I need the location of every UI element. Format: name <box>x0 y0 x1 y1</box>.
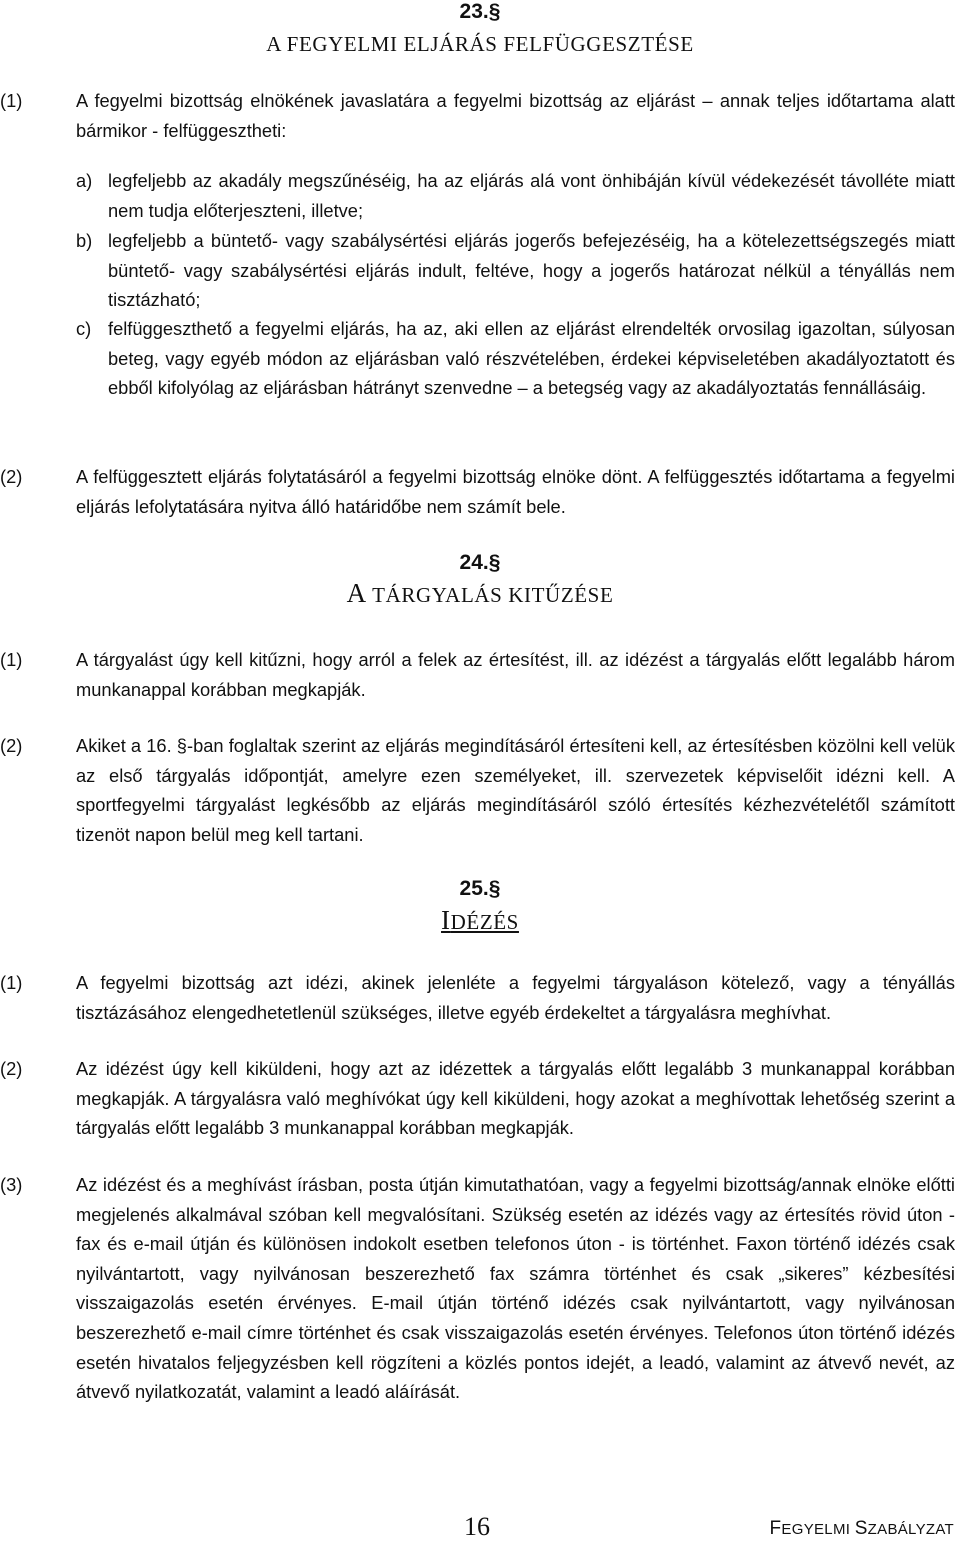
section-number: 24.§ <box>459 551 501 574</box>
list-item <box>76 166 955 226</box>
paragraph-text: Az idézést úgy kell kiküldeni, hogy azt az idézettek a tárgyalás előtt legalább 3 munkanappal korábban megkapják. A tárgyalásra való meghívókat úgy kell kiküldeni, hogy azokat a meghívottak lehetőség szerint a tárgyalás előtt legalább 3 munkanappal korábban megkapják. <box>76 1058 955 1139</box>
paragraph-number: (1) <box>0 972 23 993</box>
running-footer-title: FEGYELMI SZABÁLYZAT <box>769 1518 954 1539</box>
paragraph-text: A felfüggesztett eljárás folytatásáról a fegyelmi bizottság elnöke dönt. A felfüggesztés időtartama a fegyelmi eljárás lefolytatására nyitva álló határidőbe nem számít bele. <box>76 466 955 517</box>
paragraph <box>0 968 960 1028</box>
item-letter: a) <box>76 170 93 191</box>
paragraph <box>0 731 960 851</box>
page-number: 16 <box>464 1512 490 1541</box>
paragraph-text: A tárgyalást úgy kell kitűzni, hogy arról a felek az értesítést, ill. az idézést a tárgyalás előtt legalább három munkanappal korábban megkapják. <box>76 649 955 700</box>
item-text: legfeljebb az akadály megszűnéséig, ha az eljárás alá vont önhibáján kívül védekezését távolléte miatt nem tudja előterjeszteni, illetve; <box>108 170 955 221</box>
section-number: 25.§ <box>459 877 501 900</box>
paragraph-text: A fegyelmi bizottság azt idézi, akinek jelenléte a fegyelmi tárgyaláson kötelező, vagy a tényállás tisztázásához elengedhetetlenül szükséges, illetve egyéb érdekeltet a tárgyalásra meghívhat. <box>76 972 955 1023</box>
paragraph-number: (2) <box>0 466 23 487</box>
section-symbol: § <box>488 0 501 23</box>
paragraph-number: (3) <box>0 1174 23 1195</box>
paragraph <box>0 462 960 522</box>
paragraph <box>0 645 960 705</box>
paragraph-number: (2) <box>0 735 23 756</box>
paragraph-text: A fegyelmi bizottság elnökének javaslatára a fegyelmi bizottság az eljárást – annak teljes időtartama alatt bármikor - felfüggesztheti: <box>76 90 955 141</box>
item-text: legfeljebb a büntető- vagy szabálysértési eljárás jogerős befejezéséig, ha a kötelezettségszegés miatt büntető- vagy szabálysértési eljárás indult, feltéve, hogy a jogerős határozat nélkül a tényállás nem tisztázható; <box>108 230 955 311</box>
item-letter: b) <box>76 230 93 251</box>
section-title: IDÉZÉS <box>441 905 519 935</box>
paragraph <box>0 1170 960 1440</box>
paragraph-number: (1) <box>0 649 23 670</box>
paragraph-text: Az idézést és a meghívást írásban, posta útján kimutathatóan, vagy a fegyelmi bizottság/annak elnöke előtti megjelenés alkalmával szóban kell megvalósítani. Szükség esetén az idézés vagy az értesítés rövid úton - fax és e-mail útján és különösen indokolt esetben telefonos úton - is történhet. Faxon történő idézés csak nyilvántartott, vagy nyilvánosan beszerezhető fax számra történhet és csak „sikeres” kézbesítési visszaigazolás esetén érvényes. E-mail útján történő idézés csak nyilvántartott, vagy nyilvánosan beszerezhető e-mail címre történhet és csak visszaigazolás esetén érvényes. Telefonos úton történő idézés esetén hivatalos feljegyzésben kell rögzíteni a közlés pontos idejét, a leadó, valamint az átvevő nevét, az átvevő nyilatkozatát, valamint a leadó aláírását. <box>76 1174 955 1403</box>
item-letter: c) <box>76 318 92 339</box>
section-number: 23.§ <box>459 0 501 23</box>
list-item <box>76 314 955 434</box>
section-symbol: § <box>488 877 501 900</box>
section-symbol: § <box>488 551 501 574</box>
paragraph <box>0 86 960 146</box>
section-title: A FEGYELMI ELJÁRÁS FELFÜGGESZTÉSE <box>266 32 694 56</box>
paragraph <box>0 1054 960 1144</box>
paragraph-text: Akiket a 16. §-ban foglaltak szerint az eljárás megindításáról értesíteni kell, az értesítésben közölni kell velük az első tárgyalás időpontját, amelyre ezen személyeket, ill. szervezetek képviselőit idézni kell. A sportfegyelmi tárgyalást legkésőbb az eljárás megindításáról szóló értesítés kézhezvételétől számított tizenöt napon belül meg kell tartani. <box>76 735 955 845</box>
list-item <box>76 226 955 316</box>
section-title: A TÁRGYALÁS KITŰZÉSE <box>346 578 614 608</box>
item-text: felfüggeszthető a fegyelmi eljárás, ha az, aki ellen az eljárást elrendelték orvosilag igazoltan, súlyosan beteg, vagy egyéb módon az eljárásban való részvételében, érdekei képviseletében akadályoztatott és ebből kifolyólag az eljárásban hátrányt szenvedne – a betegség vagy az akadályoztatás fennállásáig. <box>108 318 955 399</box>
paragraph-number: (1) <box>0 90 23 111</box>
paragraph-number: (2) <box>0 1058 23 1079</box>
